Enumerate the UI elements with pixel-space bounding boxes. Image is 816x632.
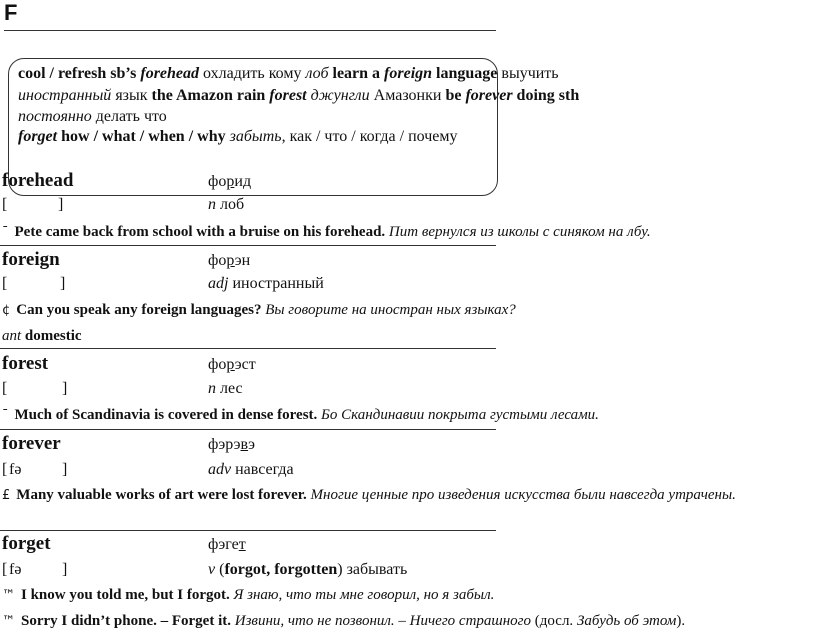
phrase-translation-italic: лоб (305, 65, 329, 82)
phrase-translation: , как / что / когда / почему (281, 128, 458, 145)
entry-example (2, 300, 516, 321)
translation: иностранный (228, 275, 324, 292)
phonetic-open-bracket: [ (2, 561, 8, 578)
entry-example (2, 222, 651, 243)
antonym-word: domestic (21, 328, 82, 344)
transcription-part: эст (234, 356, 256, 373)
transcription-part: фо (208, 252, 227, 269)
entry-divider (0, 348, 496, 349)
phonetic-close-bracket: ] (58, 196, 64, 213)
phonetic-close-bracket: ] (60, 275, 66, 292)
entry-word: forest (2, 353, 49, 374)
transcription-stress: т (238, 536, 246, 553)
antonym-label: ant (2, 328, 22, 344)
entry-example (2, 485, 802, 506)
example-russian: Я знаю, что ты мне говорил, но я забыл. (229, 587, 495, 603)
example-marker-icon: ¢ (2, 303, 11, 318)
example-russian: Вы говорите на иностран ных языках? (261, 302, 516, 318)
phonetic-text: fə (9, 561, 22, 578)
phrase-text: learn a (328, 65, 385, 82)
entry-example (2, 611, 685, 632)
entry-example (2, 405, 599, 426)
example-russian: Пит вернулся из школы с синяком на лбу. (385, 224, 651, 240)
entry-meaning (208, 560, 407, 580)
entry-word: forehead (2, 170, 74, 191)
entry-meaning (208, 460, 294, 480)
part-of-speech: adv (208, 461, 232, 478)
translation: ( (215, 561, 225, 578)
phonetic-open-bracket: [ (2, 196, 8, 213)
phonetic-text: fə (9, 461, 22, 478)
example-marker-icon: ™ (2, 588, 15, 603)
phrase-translation: делать что (91, 108, 167, 125)
example-english: I know you told me, but I forgot. (21, 587, 230, 603)
entry-transcription (208, 172, 251, 192)
phrase-translation: Амазонки (369, 87, 446, 104)
example-note: досл. (539, 613, 574, 629)
example-marker-icon: ˉ (2, 408, 9, 423)
phrase-text: how / what / when / why (57, 128, 226, 145)
phonetic-open-bracket: [ (2, 380, 8, 397)
entry-phonetic (2, 195, 202, 215)
phrase-text: cool / refresh sb’s (18, 65, 141, 82)
phrase-text: language (432, 65, 498, 82)
transcription-part: фэрэ (208, 436, 241, 453)
transcription-stress: в (240, 436, 249, 453)
entry-transcription (208, 355, 256, 375)
transcription-part: эн (234, 252, 251, 269)
entry-phonetic (2, 274, 202, 294)
entry-meaning (208, 195, 244, 215)
section-letter: F (4, 0, 18, 25)
phrase-text: the Amazon rain (151, 87, 270, 104)
entry-divider (0, 530, 496, 531)
example-marker-icon: ˉ (2, 225, 9, 240)
phrase-text: doing sth (512, 87, 580, 104)
example-english: Pete came back from school with a bruise on his forehead. (14, 224, 386, 240)
example-russian: Бо Скандинавии покрыта густыми лесами. (317, 407, 599, 423)
example-russian: Извини, что не позвонил. – Ничего страшного (231, 613, 532, 629)
transcription-stress: р (226, 173, 235, 190)
entry-transcription (208, 251, 250, 271)
phrase-translation-italic: иностранный (18, 87, 112, 104)
part-of-speech: n (208, 196, 216, 213)
entry-phonetic (2, 379, 202, 399)
entry-meaning (208, 379, 243, 399)
phonetic-open-bracket: [ (2, 461, 8, 478)
collocation-line-1 (18, 64, 559, 84)
part-of-speech: adj (208, 275, 229, 292)
phrase-translation: охладить кому (199, 65, 306, 82)
part-of-speech: n (208, 380, 216, 397)
example-marker-icon: £ (2, 488, 11, 503)
transcription-part: фо (208, 173, 227, 190)
example-russian: ). (676, 613, 686, 629)
transcription-part: фэге (208, 536, 239, 553)
phrase-translation: язык (111, 87, 152, 104)
phrase-translation-italic: забыть (225, 128, 282, 145)
entry-phonetic (2, 560, 202, 580)
example-marker-icon: ™ (2, 614, 15, 629)
transcription-part: ид (234, 173, 252, 190)
translation: навсегда (231, 461, 294, 478)
phrase-text: be (445, 87, 466, 104)
translation: лес (216, 380, 243, 397)
phrase-keyword: forehead (140, 65, 200, 82)
entry-word: foreign (2, 249, 60, 270)
translation: лоб (216, 196, 245, 213)
entry-phonetic (2, 460, 202, 480)
header-divider (4, 30, 496, 31)
example-english: Many valuable works of art were lost forever. (16, 487, 307, 503)
example-english: Can you speak any foreign languages? (16, 302, 262, 318)
entry-word: forget (2, 533, 51, 554)
phrase-keyword: forest (269, 87, 307, 104)
phonetic-close-bracket: ] (62, 561, 68, 578)
collocation-line-3 (18, 107, 167, 127)
entry-divider (0, 429, 496, 430)
translation: ) забывать (337, 561, 408, 578)
phonetic-close-bracket: ] (62, 380, 68, 397)
transcription-stress: р (226, 356, 235, 373)
phrase-keyword: foreign (384, 65, 433, 82)
example-russian: Многие ценные про изведения искусства были навсегда утрачены. (306, 487, 736, 503)
part-of-speech: v (208, 561, 216, 578)
phrase-translation-italic: постоянно (18, 108, 92, 125)
transcription-part: э (248, 436, 255, 453)
entry-divider (0, 245, 496, 246)
entry-word: forever (2, 433, 61, 454)
verb-forms: forgot, forgotten (224, 561, 338, 578)
entry-example (2, 585, 494, 606)
entry-meaning (208, 274, 324, 294)
entry-transcription (208, 535, 246, 555)
transcription-stress: р (226, 252, 235, 269)
entry-transcription (208, 435, 255, 455)
example-russian: ( (531, 613, 540, 629)
entry-antonym (2, 326, 82, 346)
phonetic-open-bracket: [ (2, 275, 8, 292)
phrase-keyword: forget (18, 128, 58, 145)
phonetic-close-bracket: ] (62, 461, 68, 478)
example-english: Sorry I didn’t phone. – Forget it. (21, 613, 231, 629)
phrase-keyword: forever (465, 87, 513, 104)
collocation-line-4 (18, 127, 458, 147)
example-russian: Забудь об этом (573, 613, 677, 629)
transcription-part: фо (208, 356, 227, 373)
example-english: Much of Scandinavia is covered in dense forest. (14, 407, 318, 423)
phrase-translation: выучить (497, 65, 559, 82)
phrase-translation-italic: джунгли (306, 87, 370, 104)
collocation-line-2 (18, 86, 579, 106)
